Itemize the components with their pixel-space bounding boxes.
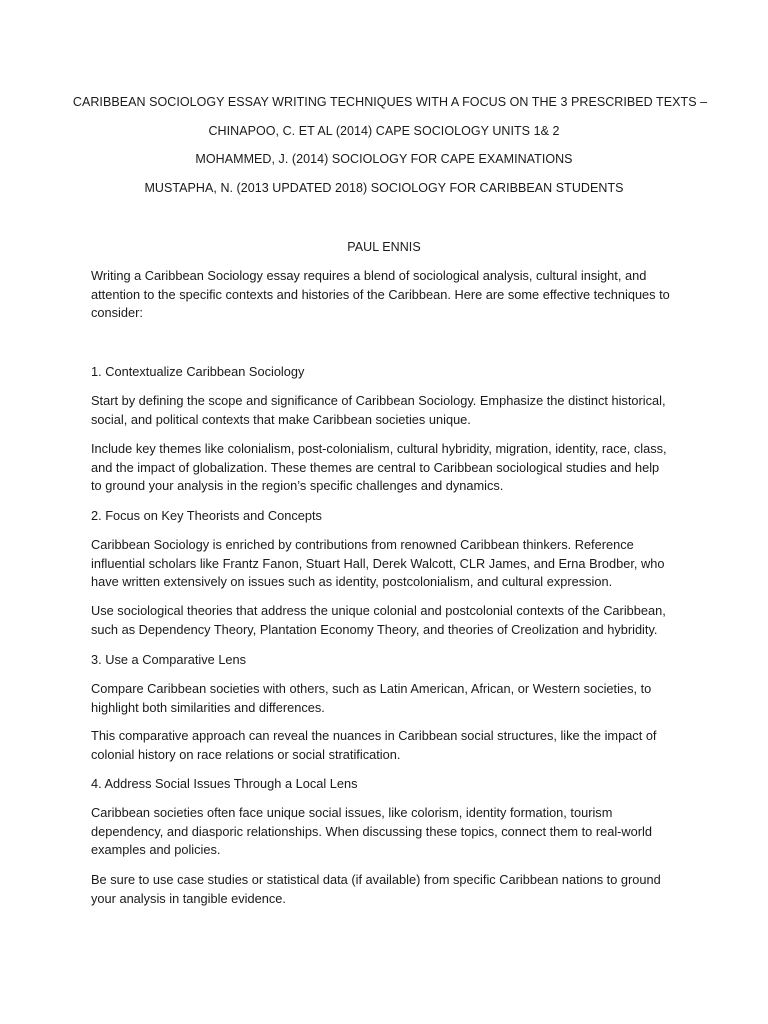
paragraph — [91, 440, 671, 496]
paragraph — [91, 804, 671, 860]
paragraph — [91, 392, 671, 429]
paragraph-text: Include key themes like colonialism, post-colonialism, cultural hybridity, migration, identity, race, class, and the impact of globalization. These themes are central to Caribbean sociological studies and help to ground your analysis in the region’s specific challenges and dynamics. — [91, 441, 667, 494]
paragraph — [91, 727, 671, 764]
reference-line: CHINAPOO, C. ET AL (2014) CAPE SOCIOLOGY UNITS 1& 2 — [208, 124, 560, 138]
section-heading: 4. Address Social Issues Through a Local Lens — [91, 776, 358, 791]
paragraph — [91, 602, 671, 639]
section-heading: 1. Contextualize Caribbean Sociology — [91, 364, 305, 379]
paragraph-text: Use sociological theories that address the unique colonial and postcolonial contexts of the Caribbean, such as Dependency Theory, Plantation Economy Theory, and theories of Creolization and hybridity. — [91, 603, 666, 637]
document-title: CARIBBEAN SOCIOLOGY ESSAY WRITING TECHNIQUES WITH A FOCUS ON THE 3 PRESCRIBED TEXTS – — [72, 95, 708, 109]
paragraph-text: This comparative approach can reveal the nuances in Caribbean social structures, like the impact of colonial history on race relations or social stratification. — [91, 728, 657, 762]
author-name: PAUL ENNIS — [347, 240, 421, 254]
paragraph-text: Compare Caribbean societies with others, such as Latin American, African, or Western societies, to highlight both similarities and differences. — [91, 681, 652, 715]
paragraph — [91, 680, 671, 717]
intro-paragraph — [91, 267, 671, 323]
reference-line: MUSTAPHA, N. (2013 UPDATED 2018) SOCIOLOGY FOR CARIBBEAN STUDENTS — [144, 181, 624, 195]
reference-line: MOHAMMED, J. (2014) SOCIOLOGY FOR CAPE EXAMINATIONS — [195, 152, 573, 166]
paragraph-text: Be sure to use case studies or statistical data (if available) from specific Caribbean nations to ground your analysis in tangible evidence. — [91, 872, 661, 906]
paragraph-text: Caribbean Sociology is enriched by contributions from renowned Caribbean thinkers. Reference influential scholars like Frantz Fanon, Stuart Hall, Derek Walcott, CLR James, and Erna Brodber, who have written extensively on issues such as identity, postcolonialism, and cultural expression. — [91, 537, 665, 590]
section-heading: 3. Use a Comparative Lens — [91, 652, 247, 667]
paragraph-text: Start by defining the scope and significance of Caribbean Sociology. Emphasize the distinct historical, social, and political contexts that make Caribbean societies unique. — [91, 393, 666, 427]
paragraph — [91, 871, 671, 908]
intro-text: Writing a Caribbean Sociology essay requires a blend of sociological analysis, cultural insight, and attention to the specific contexts and histories of the Caribbean. Here are some effective techniques to consider: — [91, 268, 670, 321]
section-heading: 2. Focus on Key Theorists and Concepts — [91, 508, 322, 523]
paragraph — [91, 536, 671, 592]
paragraph-text: Caribbean societies often face unique social issues, like colorism, identity formation, tourism dependency, and diasporic relationships. When discussing these topics, connect them to real-world examples and policies. — [91, 805, 653, 858]
